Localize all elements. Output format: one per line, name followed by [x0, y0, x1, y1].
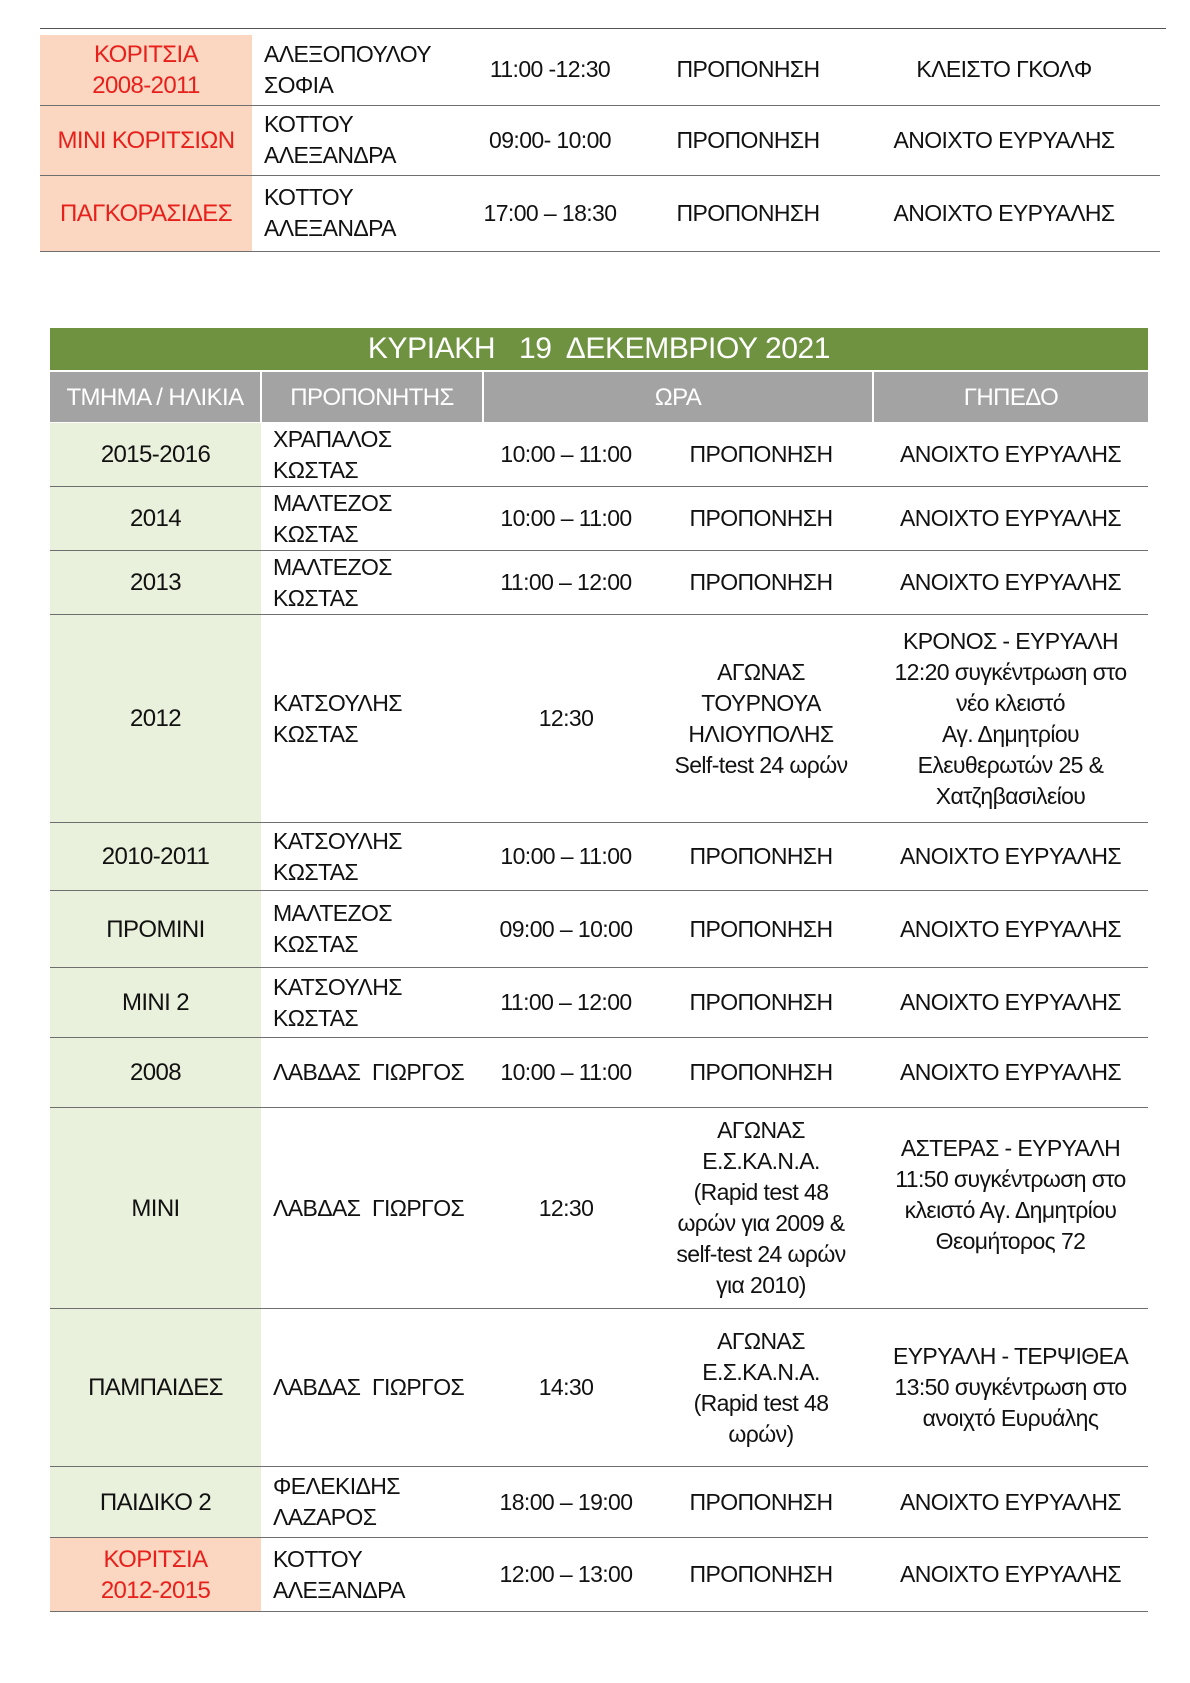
activity-cell: ΠΡΟΠΟΝΗΣΗ [648, 105, 848, 175]
coach-cell: ΚΑΤΣΟΥΛΗΣ ΚΩΣΤΑΣ [261, 823, 483, 891]
time-cell: 12:30 [483, 615, 649, 823]
day-title-row [50, 328, 1148, 371]
table-row [50, 615, 1148, 823]
time-cell: 12:30 [483, 1108, 649, 1309]
coach-cell: ΛΑΒΔΑΣ ΓΙΩΡΓΟΣ [261, 1038, 483, 1108]
time-cell: 09:00 – 10:00 [483, 891, 649, 968]
coach-cell: ΜΑΛΤΕΖΟΣ ΚΩΣΤΑΣ [261, 487, 483, 551]
table-row [50, 1309, 1148, 1467]
coach-cell: ΧΡΑΠΑΛΟΣ ΚΩΣΤΑΣ [261, 423, 483, 487]
table-row [50, 487, 1148, 551]
header-venue: ΓΗΠΕΔΟ [873, 371, 1148, 423]
venue-cell: ΑΝΟΙΧΤΟ ΕΥΡΥΑΛΗΣ [873, 551, 1148, 615]
table-row [50, 423, 1148, 487]
time-cell: 18:00 – 19:00 [483, 1467, 649, 1538]
activity-cell: ΠΡΟΠΟΝΗΣΗ [648, 35, 848, 105]
time-cell: 12:00 – 13:00 [483, 1538, 649, 1612]
category-cell: 2010-2011 [50, 823, 261, 891]
venue-cell: ΚΡΟΝΟΣ - ΕΥΡΥΑΛΗ 12:20 συγκέντρωση στο νέο κλειστό Αγ. Δημητρίου Ελευθερωτών 25 & Χατζηβασιλείου [873, 615, 1148, 823]
venue-cell: ΑΝΟΙΧΤΟ ΕΥΡΥΑΛΗΣ [848, 105, 1160, 175]
venue-cell: ΑΝΟΙΧΤΟ ΕΥΡΥΑΛΗΣ [873, 1038, 1148, 1108]
coach-cell: ΚΟΤΤΟΥ ΑΛΕΞΑΝΔΡΑ [252, 105, 452, 175]
header-row [50, 371, 1148, 423]
activity-cell: ΠΡΟΠΟΝΗΣΗ [649, 551, 873, 615]
coach-cell: ΚΟΤΤΟΥ ΑΛΕΞΑΝΔΡΑ [261, 1538, 483, 1612]
venue-cell: ΑΝΟΙΧΤΟ ΕΥΡΥΑΛΗΣ [873, 891, 1148, 968]
activity-cell: ΠΡΟΠΟΝΗΣΗ [649, 1467, 873, 1538]
time-cell: 17:00 – 18:30 [452, 175, 648, 251]
time-cell: 10:00 – 11:00 [483, 823, 649, 891]
activity-cell: ΠΡΟΠΟΝΗΣΗ [649, 968, 873, 1038]
category-cell: ΚΟΡΙΤΣΙΑ 2012-2015 [50, 1538, 261, 1612]
venue-cell: ΕΥΡΥΑΛΗ - ΤΕΡΨΙΘΕΑ 13:50 συγκέντρωση στο ανοιχτό Ευρυάλης [873, 1309, 1148, 1467]
venue-cell: ΑΝΟΙΧΤΟ ΕΥΡΥΑΛΗΣ [873, 487, 1148, 551]
time-cell: 11:00 -12:30 [452, 35, 648, 105]
venue-cell: ΑΝΟΙΧΤΟ ΕΥΡΥΑΛΗΣ [848, 175, 1160, 251]
time-cell: 14:30 [483, 1309, 649, 1467]
category-cell: ΠΡΟΜΙΝΙ [50, 891, 261, 968]
coach-cell: ΛΑΒΔΑΣ ΓΙΩΡΓΟΣ [261, 1309, 483, 1467]
category-cell: ΚΟΡΙΤΣΙΑ 2008-2011 [40, 35, 252, 105]
coach-cell: ΜΑΛΤΕΖΟΣ ΚΩΣΤΑΣ [261, 551, 483, 615]
category-cell: 2015-2016 [50, 423, 261, 487]
time-cell: 09:00- 10:00 [452, 105, 648, 175]
activity-cell: ΠΡΟΠΟΝΗΣΗ [649, 423, 873, 487]
table-row [40, 35, 1160, 105]
category-cell: ΠΑΓΚΟΡΑΣΙΔΕΣ [40, 175, 252, 251]
coach-cell: ΦΕΛΕΚΙΔΗΣ ΛΑΖΑΡΟΣ [261, 1467, 483, 1538]
venue-cell: ΑΝΟΙΧΤΟ ΕΥΡΥΑΛΗΣ [873, 823, 1148, 891]
table-row [50, 891, 1148, 968]
table-row [50, 1538, 1148, 1612]
time-cell: 10:00 – 11:00 [483, 423, 649, 487]
time-cell: 10:00 – 11:00 [483, 487, 649, 551]
category-cell: ΜΙΝΙ ΚΟΡΙΤΣΙΩΝ [40, 105, 252, 175]
category-cell: 2012 [50, 615, 261, 823]
category-cell: ΜΙΝΙ 2 [50, 968, 261, 1038]
sunday-table-body [50, 423, 1148, 1612]
table-row [50, 551, 1148, 615]
venue-cell: ΑΝΟΙΧΤΟ ΕΥΡΥΑΛΗΣ [873, 968, 1148, 1038]
coach-cell: ΚΑΤΣΟΥΛΗΣ ΚΩΣΤΑΣ [261, 615, 483, 823]
table-row [50, 968, 1148, 1038]
time-cell: 11:00 – 12:00 [483, 968, 649, 1038]
coach-cell: ΚΟΤΤΟΥ ΑΛΕΞΑΝΔΡΑ [252, 175, 452, 251]
activity-cell: ΑΓΩΝΑΣ Ε.Σ.ΚΑ.Ν.Α. (Rapid test 48 ωρών) [649, 1309, 873, 1467]
venue-cell: ΚΛΕΙΣΤΟ ΓΚΟΛΦ [848, 35, 1160, 105]
header-category: ΤΜΗΜΑ / ΗΛΙΚΙΑ [50, 371, 261, 423]
header-time: ΩΡΑ [483, 371, 873, 423]
activity-cell: ΠΡΟΠΟΝΗΣΗ [649, 1538, 873, 1612]
sunday-schedule-table [50, 328, 1148, 1612]
category-cell: 2008 [50, 1038, 261, 1108]
venue-cell: ΑΝΟΙΧΤΟ ΕΥΡΥΑΛΗΣ [873, 1538, 1148, 1612]
table-row [50, 1467, 1148, 1538]
activity-cell: ΑΓΩΝΑΣ Ε.Σ.ΚΑ.Ν.Α. (Rapid test 48 ωρών για 2009 & self-test 24 ωρών για 2010) [649, 1108, 873, 1309]
coach-cell: ΜΑΛΤΕΖΟΣ ΚΩΣΤΑΣ [261, 891, 483, 968]
activity-cell: ΠΡΟΠΟΝΗΣΗ [649, 1038, 873, 1108]
category-cell: ΠΑΜΠΑΙΔΕΣ [50, 1309, 261, 1467]
coach-cell: ΚΑΤΣΟΥΛΗΣ ΚΩΣΤΑΣ [261, 968, 483, 1038]
category-cell: ΠΑΙΔΙΚΟ 2 [50, 1467, 261, 1538]
coach-cell: ΑΛΕΞΟΠΟΥΛΟΥ ΣΟΦΙΑ [252, 35, 452, 105]
activity-cell: ΠΡΟΠΟΝΗΣΗ [649, 823, 873, 891]
activity-cell: ΑΓΩΝΑΣ ΤΟΥΡΝΟΥΑ ΗΛΙΟΥΠΟΛΗΣ Self-test 24 ωρών [649, 615, 873, 823]
category-cell: 2014 [50, 487, 261, 551]
table-row [50, 1038, 1148, 1108]
table-row [40, 105, 1160, 175]
coach-cell: ΛΑΒΔΑΣ ΓΙΩΡΓΟΣ [261, 1108, 483, 1309]
table-row [40, 175, 1160, 251]
venue-cell: ΑΝΟΙΧΤΟ ΕΥΡΥΑΛΗΣ [873, 1467, 1148, 1538]
table-row [50, 1108, 1148, 1309]
venue-cell: ΑΣΤΕΡΑΣ - ΕΥΡΥΑΛΗ 11:50 συγκέντρωση στο κλειστό Αγ. Δημητρίου Θεομήτορος 72 [873, 1108, 1148, 1309]
activity-cell: ΠΡΟΠΟΝΗΣΗ [648, 175, 848, 251]
activity-cell: ΠΡΟΠΟΝΗΣΗ [649, 891, 873, 968]
venue-cell: ΑΝΟΙΧΤΟ ΕΥΡΥΑΛΗΣ [873, 423, 1148, 487]
previous-day-table [40, 35, 1160, 252]
category-cell: 2013 [50, 551, 261, 615]
activity-cell: ΠΡΟΠΟΝΗΣΗ [649, 487, 873, 551]
category-cell: ΜΙΝΙ [50, 1108, 261, 1309]
top-rule [40, 28, 1166, 29]
time-cell: 11:00 – 12:00 [483, 551, 649, 615]
header-coach: ΠΡΟΠΟΝΗΤΗΣ [261, 371, 483, 423]
table-row [50, 823, 1148, 891]
time-cell: 10:00 – 11:00 [483, 1038, 649, 1108]
day-title: ΚΥΡΙΑΚΗ 19 ΔΕΚΕΜΒΡΙΟΥ 2021 [50, 328, 1148, 371]
